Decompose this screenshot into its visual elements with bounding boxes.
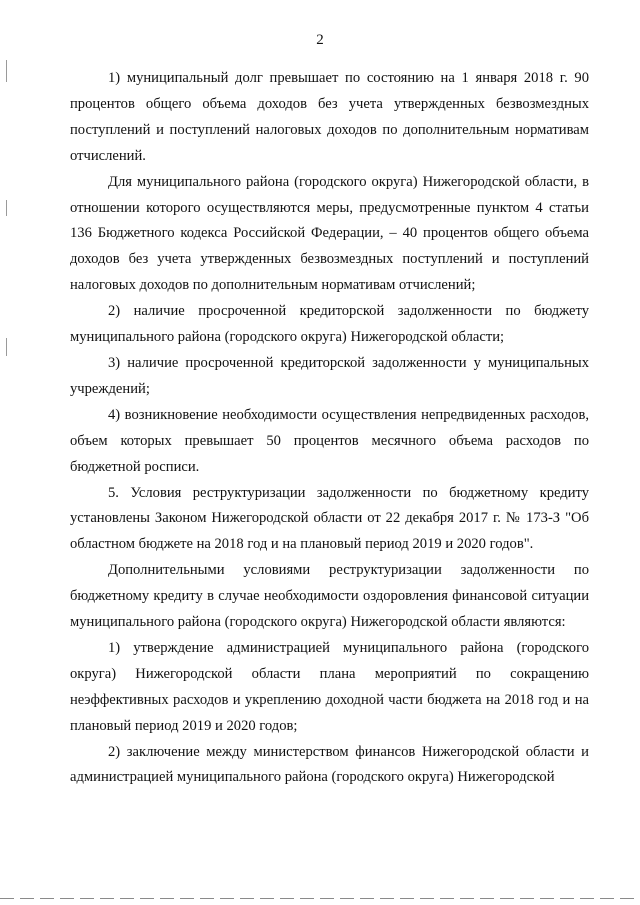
scan-bottom-edge: [0, 898, 640, 899]
paragraph: 2) заключение между министерством финансов Нижегородской области и администрацией муниципального района (городского округа) Нижегородской: [70, 743, 589, 786]
scan-edge-mark: [6, 338, 7, 356]
paragraph: 4) возникновение необходимости осуществления непредвиденных расходов, объем которых превышает 50 процентов месячного объема расходов по бюджетной росписи.: [70, 406, 589, 475]
scan-edge-mark: [6, 200, 7, 216]
page-number: 2: [316, 32, 324, 48]
paragraph: 1) муниципальный долг превышает по состоянию на 1 января 2018 г. 90 процентов общего объема доходов без учета утвержденных безвозмездных поступлений и поступлений налоговых доходов по дополнительным нормативам отчислений.: [70, 70, 589, 164]
paragraph: Дополнительными условиями реструктуризации задолженности по бюджетному кредиту в случае необходимости оздоровления финансовой ситуации муниципального района (городского округа) Нижегородской области являются:: [70, 562, 589, 631]
document-body: [70, 66, 589, 791]
paragraph: Для муниципального района (городского округа) Нижегородской области, в отношении которого осуществляются меры, предусмотренные пунктом 4 статьи 136 Бюджетного кодекса Российской Федерации, – 40 процентов общего объема доходов без учета утвержденных безвозмездных поступлений и поступлений налоговых доходов по дополнительным нормативам отчислений;: [70, 173, 589, 294]
paragraph: 5. Условия реструктуризации задолженности по бюджетному кредиту установлены Законом Нижегородской области от 22 декабря 2017 г. № 173-З "Об областном бюджете на 2018 год и на плановый период 2019 и 2020 годов".: [70, 484, 589, 553]
scan-edge-mark: [6, 60, 7, 82]
paragraph: 1) утверждение администрацией муниципального района (городского округа) Нижегородской области плана мероприятий по сокращению неэффективных расходов и укреплению доходной части бюджета на 2018 год и на плановый период 2019 и 2020 годов;: [70, 639, 589, 734]
paragraph: 3) наличие просроченной кредиторской задолженности у муниципальных учреждений;: [70, 354, 589, 397]
paragraph: 2) наличие просроченной кредиторской задолженности по бюджету муниципального района (городского округа) Нижегородской области;: [70, 303, 589, 346]
